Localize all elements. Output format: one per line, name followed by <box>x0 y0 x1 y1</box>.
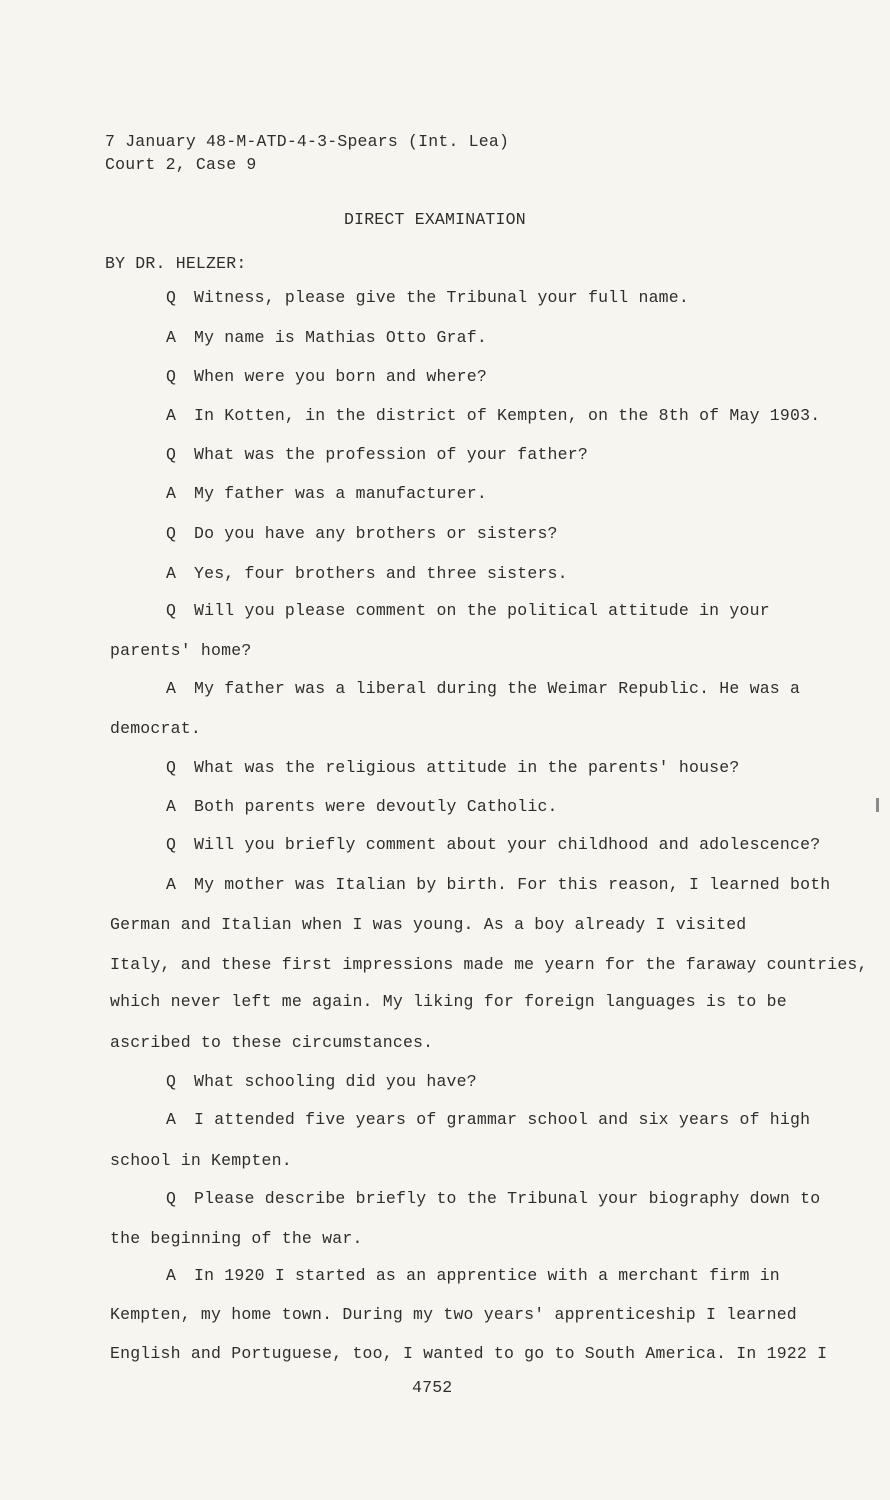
question-marker: Q <box>166 524 177 543</box>
examiner-label: BY DR. HELZER: <box>105 254 247 273</box>
answer-text: Both parents were devoutly Catholic. <box>194 797 558 816</box>
question-continuation: the beginning of the war. <box>110 1229 363 1248</box>
header-date-reference: 7 January 48-M-ATD-4-3-Spears (Int. Lea) <box>105 132 510 151</box>
question-marker: Q <box>166 445 177 464</box>
answer-text: In Kotten, in the district of Kempten, on the 8th of May 1903. <box>194 406 821 425</box>
question-text: Will you please comment on the political attitude in your <box>194 601 770 620</box>
question-marker: Q <box>166 758 177 777</box>
page-number: 4752 <box>412 1378 453 1397</box>
answer-marker: A <box>166 484 177 503</box>
answer-marker: A <box>166 406 177 425</box>
answer-continuation: democrat. <box>110 719 201 738</box>
question-text: Witness, please give the Tribunal your full name. <box>194 288 689 307</box>
answer-text: My father was a manufacturer. <box>194 484 487 503</box>
answer-text: In 1920 I started as an apprentice with a merchant firm in <box>194 1266 780 1285</box>
answer-marker: A <box>166 1266 177 1285</box>
answer-marker: A <box>166 797 177 816</box>
question-marker: Q <box>166 1072 177 1091</box>
question-marker: Q <box>166 288 177 307</box>
answer-continuation: English and Portuguese, too, I wanted to go to South America. In 1922 I <box>110 1344 828 1363</box>
answer-marker: A <box>166 1110 177 1129</box>
answer-text: My name is Mathias Otto Graf. <box>194 328 487 347</box>
question-marker: Q <box>166 1189 177 1208</box>
question-text: Will you briefly comment about your childhood and adolescence? <box>194 835 821 854</box>
answer-continuation: Italy, and these first impressions made me yearn for the faraway countries, <box>110 955 868 974</box>
answer-continuation: German and Italian when I was young. As a boy already I visited <box>110 915 747 934</box>
question-text: Do you have any brothers or sisters? <box>194 524 558 543</box>
answer-continuation: which never left me again. My liking for foreign languages is to be <box>110 992 787 1011</box>
question-marker: Q <box>166 367 177 386</box>
answer-text: I attended five years of grammar school and six years of high <box>194 1110 811 1129</box>
answer-continuation: Kempten, my home town. During my two years' apprenticeship I learned <box>110 1305 797 1324</box>
question-text: Please describe briefly to the Tribunal your biography down to <box>194 1189 821 1208</box>
question-marker: Q <box>166 835 177 854</box>
question-continuation: parents' home? <box>110 641 252 660</box>
question-text: What schooling did you have? <box>194 1072 477 1091</box>
answer-text: My father was a liberal during the Weimar Republic. He was a <box>194 679 801 698</box>
question-text: What was the religious attitude in the parents' house? <box>194 758 740 777</box>
answer-marker: A <box>166 328 177 347</box>
header-court-case: Court 2, Case 9 <box>105 155 257 174</box>
question-marker: Q <box>166 601 177 620</box>
answer-text: Yes, four brothers and three sisters. <box>194 564 568 583</box>
answer-continuation: ascribed to these circumstances. <box>110 1033 434 1052</box>
question-text: When were you born and where? <box>194 367 487 386</box>
section-title: DIRECT EXAMINATION <box>344 210 526 229</box>
answer-text: My mother was Italian by birth. For this reason, I learned both <box>194 875 831 894</box>
question-text: What was the profession of your father? <box>194 445 588 464</box>
answer-marker: A <box>166 875 177 894</box>
answer-marker: A <box>166 564 177 583</box>
answer-continuation: school in Kempten. <box>110 1151 292 1170</box>
margin-mark <box>876 798 879 812</box>
answer-marker: A <box>166 679 177 698</box>
